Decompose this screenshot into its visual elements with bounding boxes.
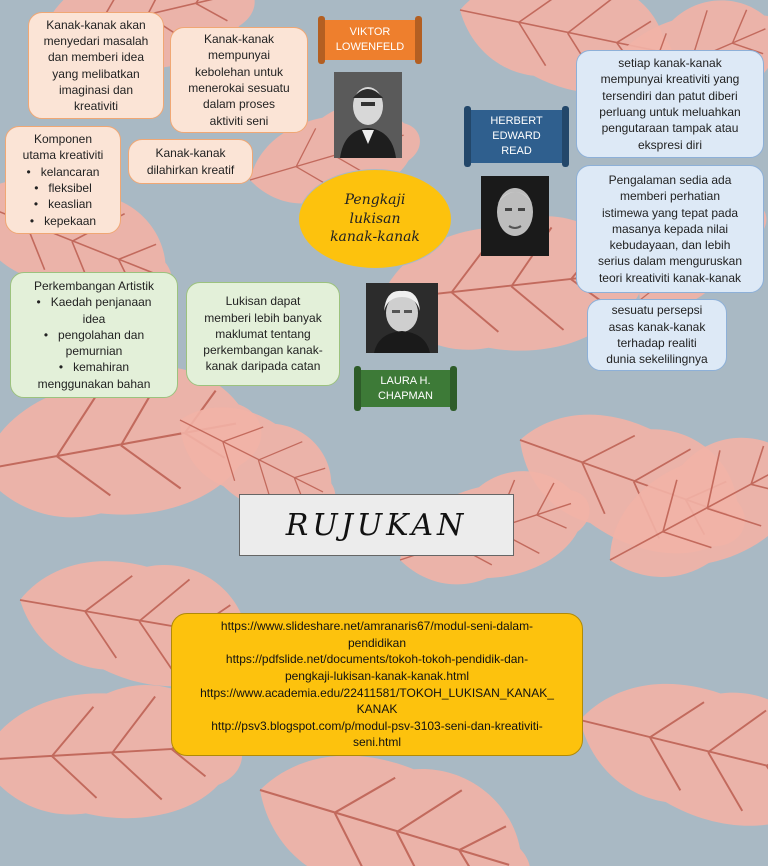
text-line: kebolehan untuk bbox=[194, 64, 284, 79]
box-kebolehan bbox=[170, 27, 308, 133]
text-line: kreativiti bbox=[73, 99, 118, 114]
box-kreativiti-tersendiri bbox=[576, 50, 764, 158]
text-line: istimewa yang tepat pada bbox=[601, 205, 739, 220]
box-pengalaman bbox=[576, 165, 764, 293]
perkembangan-list bbox=[37, 294, 152, 392]
text-line: setiap kanak-kanak bbox=[618, 56, 722, 71]
text-line: tersendiri dan patut diberi bbox=[602, 88, 738, 103]
text-line: masanya kepada nilai bbox=[611, 221, 729, 236]
text-line: teori kreativiti kanak-kanak bbox=[598, 270, 742, 285]
box-lukisan-maklumat bbox=[186, 282, 340, 386]
box-menyedari-masalah bbox=[28, 12, 164, 119]
list-item: • pengolahan dan pemurnian bbox=[37, 327, 152, 360]
text-line: mempunyai kreativiti yang bbox=[600, 72, 740, 87]
reference-line[interactable]: https://www.slideshare.net/amranaris67/modul-seni-dalam- bbox=[220, 619, 534, 634]
text-line: Kanak-kanak bbox=[203, 32, 275, 47]
banner-line: VIKTOR bbox=[349, 26, 391, 39]
box-persepsi bbox=[587, 299, 727, 371]
banner-line: LOWENFELD bbox=[335, 41, 405, 53]
banner-laura-chapman bbox=[358, 370, 453, 407]
box-perkembangan-artistik bbox=[10, 272, 178, 398]
text-line: menyedari masalah bbox=[43, 33, 149, 48]
text-line: terhadap realiti bbox=[617, 336, 697, 350]
text-line: Lukisan dapat bbox=[225, 294, 301, 309]
text-line: Kanak-kanak bbox=[155, 146, 226, 161]
list-item: • fleksibel bbox=[27, 180, 100, 196]
center-line: Pengkaji bbox=[344, 191, 406, 208]
reference-line[interactable]: http://psv3.blogspot.com/p/modul-psv-3103-seni-dan-kreativiti- bbox=[211, 718, 543, 733]
list-item: • kelancaran bbox=[27, 164, 100, 180]
banner-viktor-lowenfeld bbox=[322, 20, 418, 60]
box-heading: utama kreativiti bbox=[22, 148, 104, 163]
rujukan-title: RUJUKAN bbox=[239, 494, 514, 556]
text-line: memberi lebih banyak bbox=[204, 310, 322, 325]
box-heading: Komponen bbox=[33, 132, 93, 147]
text-line: dunia sekelilingnya bbox=[606, 352, 708, 367]
text-line: perkembangan kanak- bbox=[203, 343, 323, 358]
reference-line[interactable]: seni.html bbox=[352, 735, 402, 750]
text-line: perluang untuk meluahkan bbox=[599, 105, 741, 119]
text-line: mempunyai bbox=[207, 48, 271, 63]
reference-line[interactable]: https://www.academia.edu/22411581/TOKOH_LUKISAN_KANAK_ bbox=[200, 685, 554, 700]
center-line: lukisan bbox=[349, 210, 401, 227]
text-line: kanak daripada catan bbox=[205, 359, 321, 374]
reference-line[interactable]: pengkaji-lukisan-kanak-kanak.html bbox=[284, 668, 470, 683]
text-line: yang melibatkan bbox=[52, 66, 140, 81]
banner-line: EDWARD bbox=[492, 130, 541, 143]
banner-line: LAURA H. bbox=[380, 374, 431, 387]
reference-line[interactable]: KANAK bbox=[356, 702, 398, 717]
box-heading: Perkembangan Artistik bbox=[33, 278, 155, 293]
text-line: memberi perhatian bbox=[619, 189, 721, 204]
text-line: serius dalam menguruskan bbox=[597, 254, 743, 269]
banner-line: CHAPMAN bbox=[377, 389, 433, 402]
text-line: ekspresi diri bbox=[637, 137, 703, 152]
box-komponen-kreativiti bbox=[5, 126, 121, 234]
reference-line[interactable]: pendidikan bbox=[347, 635, 407, 650]
list-item: • kemahiran menggunakan bahan bbox=[37, 359, 152, 392]
banner-herbert-read bbox=[468, 110, 565, 163]
text-line: menerokai sesuatu bbox=[188, 81, 290, 95]
text-line: dan memberi idea bbox=[47, 50, 145, 65]
center-line: kanak-kanak bbox=[330, 229, 420, 246]
box-dilahirkan-kreatif bbox=[128, 139, 253, 184]
text-line: Pengalaman sedia ada bbox=[608, 172, 732, 187]
reference-list-box bbox=[171, 613, 583, 756]
text-line: aktiviti seni bbox=[209, 113, 269, 128]
banner-line: READ bbox=[501, 144, 532, 157]
list-item: • Kaedah penjanaan idea bbox=[37, 294, 152, 327]
text-line: sesuatu persepsi bbox=[611, 303, 703, 318]
list-item: • kepekaan bbox=[27, 213, 100, 229]
komponen-list bbox=[27, 164, 100, 229]
text-line: imaginasi dan bbox=[58, 82, 134, 97]
list-item: • keaslian bbox=[27, 196, 100, 212]
photo-herbert-read bbox=[481, 176, 549, 256]
text-line: asas kanak-kanak bbox=[608, 319, 706, 334]
text-line: dalam proses bbox=[202, 97, 276, 112]
text-line: pengutaraan tampak atau bbox=[601, 121, 739, 136]
photo-laura-chapman bbox=[366, 283, 438, 353]
text-line: kebudayaan, dan lebih bbox=[609, 238, 731, 253]
banner-line: HERBERT bbox=[490, 115, 543, 128]
text-line: dilahirkan kreatif bbox=[146, 162, 235, 177]
reference-line[interactable]: https://pdfslide.net/documents/tokoh-tokoh-pendidik-dan- bbox=[225, 652, 529, 667]
text-line: Kanak-kanak akan bbox=[46, 17, 146, 32]
text-line: maklumat tentang bbox=[215, 326, 311, 341]
photo-viktor-lowenfeld bbox=[334, 72, 402, 158]
center-topic-oval bbox=[298, 169, 452, 269]
